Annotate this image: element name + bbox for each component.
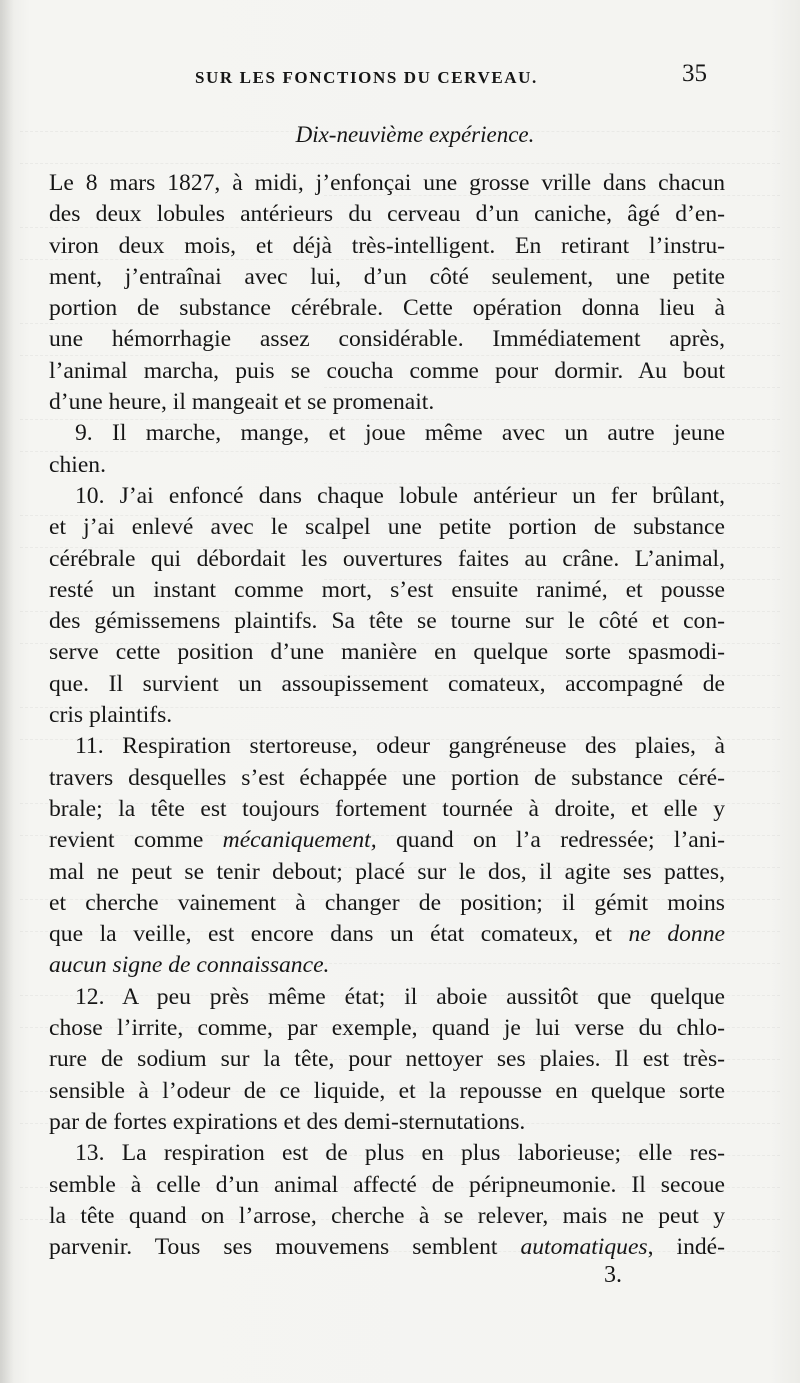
text-segment: , indé- [647,1234,725,1261]
text-line [49,1138,725,1169]
text-line [49,544,725,575]
text-segment: que la veille, est encore dans un état comateux, et [49,921,629,948]
italic-text-segment: automatiques [520,1234,648,1261]
text-line [49,794,725,825]
binding-shadow [0,0,14,1383]
page-header [0,58,800,98]
signature-mark: 3. [604,1262,622,1288]
text-line [49,637,725,668]
text-segment: et j’ai enlevé avec le scalpel une petite portion de substance [49,514,725,541]
text-line [49,1013,725,1044]
body-text [49,168,725,1263]
text-segment: portion de substance cérébrale. Cette opération donna lieu à [49,295,725,322]
text-line [49,825,725,856]
text-segment: d’une heure, il mangeait et se promenait. [49,389,435,416]
section-title: Dix-neuvième expérience. [295,122,535,147]
text-line [49,857,725,888]
text-line [49,1170,725,1201]
text-line [49,606,725,637]
text-segment: travers desquelles s’est échappée une portion de substance céré- [49,764,725,791]
text-segment: viron deux mois, et déjà très-intelligent. En retirant l’instru- [49,232,725,259]
text-line [49,512,725,543]
text-segment: parvenir. Tous ses mouvemens semblent [49,1234,521,1261]
text-line [49,293,725,324]
text-line [49,982,725,1013]
text-line [49,1201,725,1232]
text-line [49,262,725,293]
text-line [49,1107,725,1138]
text-line [49,324,725,355]
text-segment: sensible à l’odeur de ce liquide, et la repousse en quelque sorte [49,1077,725,1104]
text-segment: par de fortes expirations et des demi-sternutations. [49,1108,526,1135]
text-segment: que. Il survient un assoupissement comateux, accompagné de [49,670,725,697]
page-number: 35 [682,60,707,87]
text-line [49,731,725,762]
text-line [49,418,725,449]
text-segment: semble à celle d’un animal affecté de péripneumonie. Il secoue [49,1171,725,1198]
text-line [49,1232,725,1263]
text-line [49,919,725,950]
text-segment: chien. [49,451,106,478]
text-segment: une hémorrhagie assez considérable. Immédiatement après, [49,326,725,353]
text-segment: quand on l’a redressée; l’ani- [376,827,725,854]
text-line [49,199,725,230]
text-line [49,1076,725,1107]
text-line [49,888,725,919]
running-title: SUR LES FONCTIONS DU CERVEAU. [195,68,538,87]
text-segment: 13. La respiration est de plus en plus laborieuse; elle res- [75,1140,725,1167]
text-segment: cris plaintifs. [49,702,173,729]
text-line [49,387,725,418]
text-line [49,950,725,981]
text-line [49,1044,725,1075]
text-segment: chose l’irrite, comme, par exemple, quand je lui verse du chlo- [49,1015,725,1042]
text-segment: ment, j’entraînai avec lui, d’un côté seulement, une petite [49,263,725,290]
text-segment: 12. A peu près même état; il aboie aussitôt que quelque [75,983,725,1010]
text-segment: l’animal marcha, puis se coucha comme pour dormir. Au bout [49,357,725,384]
text-segment: des gémissemens plaintifs. Sa tête se tourne sur le côté et con- [49,608,725,635]
text-segment: 9. Il marche, mange, et joue même avec un autre jeune [75,420,725,447]
text-segment: mal ne peut se tenir debout; placé sur le dos, il agite ses pattes, [49,858,725,885]
text-line [49,450,725,481]
text-segment: 11. Respiration stertoreuse, odeur gangréneuse des plaies, à [75,733,725,760]
text-line [49,575,725,606]
text-segment: brale; la tête est toujours fortement tournée à droite, et elle y [49,795,725,822]
text-segment: resté un instant comme mort, s’est ensuite ranimé, et pousse [49,576,725,603]
text-segment: cérébrale qui débordait les ouvertures faites au crâne. L’animal, [49,545,725,572]
text-line [49,356,725,387]
italic-text-segment: ne donne [628,921,725,948]
italic-text-segment: mécaniquement, [222,827,377,854]
text-segment: la tête quand on l’arrose, cherche à se relever, mais ne peut y [49,1202,725,1229]
text-segment: et cherche vainement à changer de position; il gémit moins [49,889,725,916]
italic-text-segment: aucun signe de connaissance. [49,952,330,979]
text-segment: 10. J’ai enfoncé dans chaque lobule antérieur un fer brûlant, [75,482,725,509]
text-line [49,168,725,199]
text-line [49,763,725,794]
text-line [49,231,725,262]
text-segment: serve cette position d’une manière en quelque sorte spasmodi- [49,639,725,666]
text-line [49,669,725,700]
text-segment: rure de sodium sur la tête, pour nettoyer ses plaies. Il est très- [49,1046,725,1073]
text-line [49,481,725,512]
text-segment: Le 8 mars 1827, à midi, j’enfonçai une grosse vrille dans chacun [49,170,725,196]
text-segment: des deux lobules antérieurs du cerveau d’un caniche, âgé d’en- [49,201,725,228]
text-segment: revient comme [49,827,223,854]
text-line [49,700,725,731]
